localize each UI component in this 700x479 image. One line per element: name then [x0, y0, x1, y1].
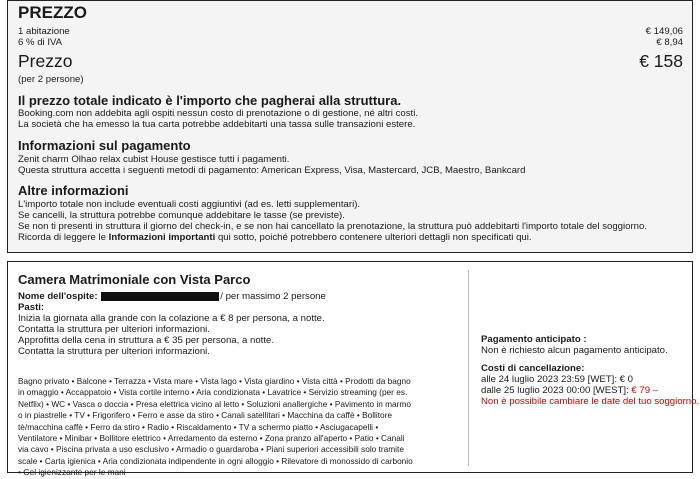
guest-name-label: Nome dell'ospite:: [18, 291, 98, 302]
meal-line: Contatta la struttura per ulteriori informazioni.: [18, 346, 210, 357]
other-info-line: Se cancelli, la struttura potrebbe comunque addebitare le tasse (se previste).: [18, 210, 345, 221]
other-info-line: L'importo totale non include eventuali costi aggiuntivi (ad es. letti supplementari).: [18, 199, 361, 210]
column-divider: [468, 270, 469, 466]
other-info-title: Altre informazioni: [18, 183, 129, 198]
prepayment-text: Non è richiesto alcun pagamento anticipato.: [481, 345, 668, 356]
payment-info-line: Zenit charm Olhao relax cubist House gestisce tutti i pagamenti.: [18, 154, 290, 165]
redacted-guest-name: [101, 292, 219, 301]
room-details-panel: [7, 261, 700, 478]
total-price-value: € 158: [639, 51, 683, 71]
cancellation-fee: € 79 –: [631, 385, 659, 396]
room-count-label: 1 abitazione: [18, 26, 70, 37]
meals-label: Pasti:: [18, 302, 45, 313]
meal-line: Inizia la giornata alla grande con la colazione a € 8 per persona, a notte.: [18, 313, 325, 324]
vat-value: € 8,94: [656, 37, 683, 48]
room-title: Camera Matrimoniale con Vista Parco: [18, 272, 251, 287]
important-info-link[interactable]: Informazioni importanti: [108, 232, 216, 243]
meal-line: Contatta la struttura per ulteriori informazioni.: [18, 324, 210, 335]
guest-name-row: [18, 291, 326, 302]
cancellation-title: Costi di cancellazione:: [481, 363, 585, 374]
no-date-change-warning: Non è possibile cambiare le date del tuo soggiorno.: [481, 396, 700, 407]
cancellation-line: alle 24 luglio 2023 23:59 [WET]: € 0: [481, 374, 633, 385]
cancellation-line: dalle 25 luglio 2023 00:00 [WEST]: € 79 –: [481, 385, 659, 396]
other-info-line: Se non ti presenti in struttura il giorno del check-in, e se non hai cancellato la prenotazione, la struttura può addebitarti l'importo totale del soggiorno.: [18, 221, 647, 232]
other-info-line: Ricorda di leggere le Informazioni importanti qui sotto, poiché potrebbero contenere ulteriori dettagli non specificati qui.: [18, 232, 532, 243]
guest-capacity: / per massimo 2 persone: [220, 291, 326, 302]
total-info-title: Il prezzo totale indicato è l'importo che pagherai alla struttura.: [18, 93, 402, 108]
payment-methods-line: Questa struttura accetta i seguenti metodi di pagamento: American Express, Visa, Mastercard, JCB, Maestro, Bankcard: [18, 165, 526, 176]
price-heading: PREZZO: [18, 3, 87, 22]
meal-line: Approfitta della cena in struttura a € 35 per persona, a notte.: [18, 335, 274, 346]
amenities-list: Bagno privato • Balcone • Terrazza • Vista mare • Vista lago • Vista giardino • Vista città • Prodotti da bagno in omaggio • Accappatoio • Vista cortile interno • Aria condizionata • Lavatrice • Servizio streaming (per es. Netflix) • WC • Vasca o doccia • Presa elettrica vicino al letto • Soluzioni anallergiche • Pavimento in marmo o in piastrelle • TV • Frigorifero • Ferro e asse da stiro • Canali satellitari • Macchina da caffè • Bollitore tè/macchina caffè • Ferro da stiro • Radio • Riscaldamento • TV a schermo piatto • Asciugacapelli • Ventilatore • Minibar • Bollitore elettrico • Arredamento da esterno • Zona pranzo all'aperto • Patio • Canali via cavo • Piscina privata a uso esclusivo • Armadio o guardaroba • Piani superiori accessibili solo tramite scale • Carta igienica • Aria condizionata indipendente in ogni alloggio • Rilevatore di monossido di carbonio • Gel igienizzante per le mani: [18, 376, 413, 478]
room-price-value: € 149,06: [645, 26, 683, 37]
total-price-label: Prezzo: [18, 51, 73, 71]
prepayment-title: Pagamento anticipato :: [481, 334, 587, 345]
total-info-line: Booking.com non addebita agli ospiti nessun costo di prenotazione o di gestione, né altri costi.: [18, 108, 418, 119]
payment-info-title: Informazioni sul pagamento: [18, 138, 191, 153]
vat-label: 6 % di IVA: [18, 37, 63, 48]
total-info-line: La società che ha emesso la tua carta potrebbe addebitarti una tassa sulle transazioni estere.: [18, 119, 416, 130]
persons-note: (per 2 persone): [18, 74, 84, 85]
price-summary-panel: [7, 0, 693, 253]
